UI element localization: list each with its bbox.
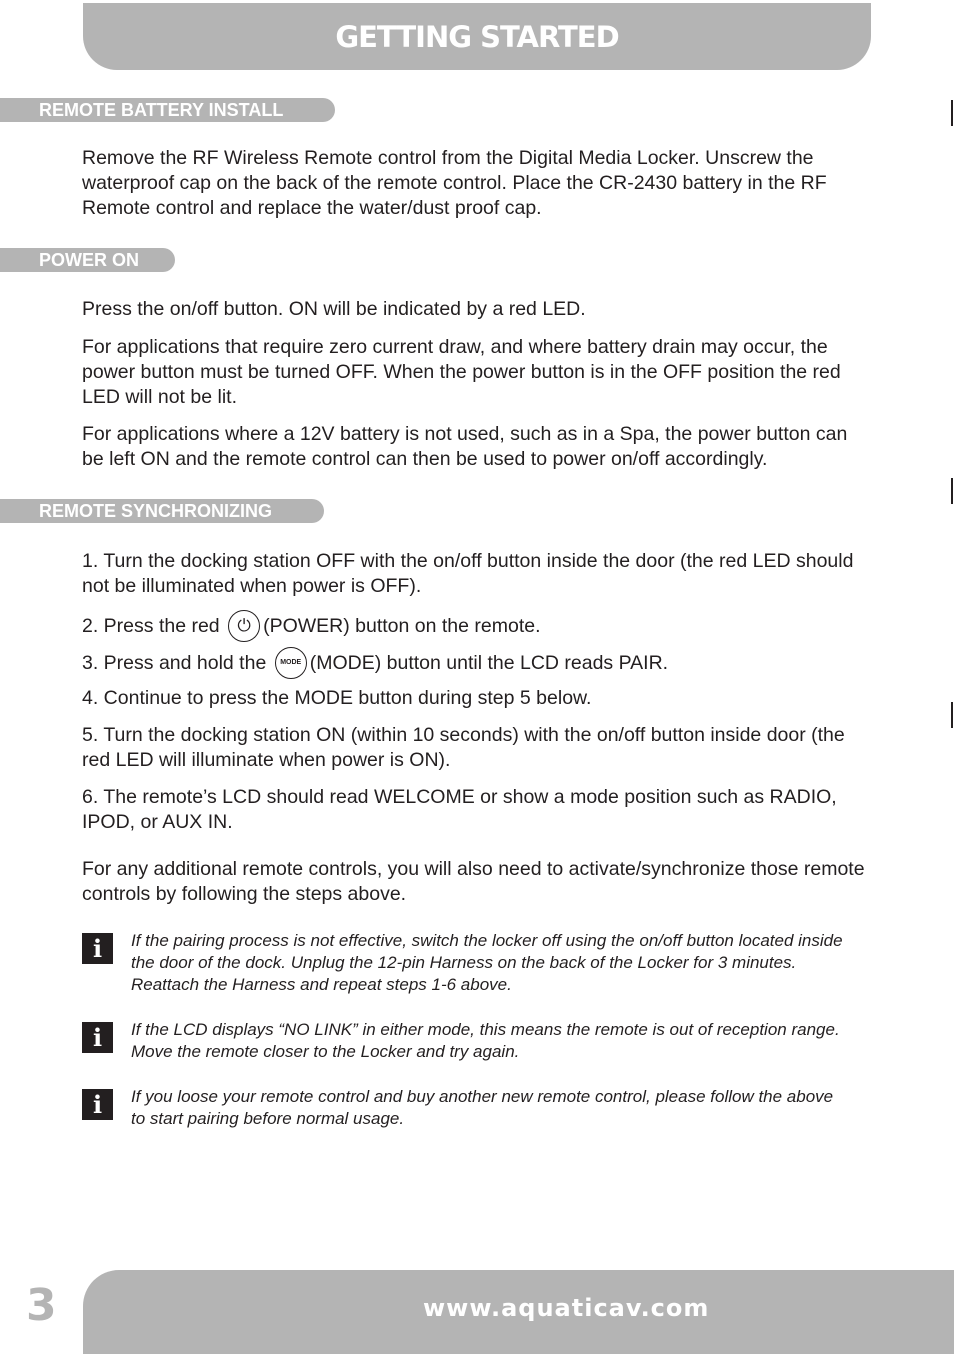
page-title: GETTING STARTED <box>335 19 619 54</box>
sync-step-2-suffix: (POWER) button on the remote. <box>263 615 541 638</box>
edge-tick-mark <box>951 478 953 504</box>
info-icon: i <box>82 1022 113 1053</box>
info-icon: i <box>82 1089 113 1120</box>
edge-tick-mark <box>951 100 953 126</box>
page-header <box>83 3 871 70</box>
sync-step-3 <box>82 647 872 681</box>
sync-step-3-text: 3. Press and hold the <box>82 652 272 675</box>
edge-tick-mark <box>951 702 953 728</box>
sync-step-1: 1. Turn the docking station OFF with the on/off button inside the door (the red LED should not be illuminated when power is OFF). <box>82 550 854 597</box>
section-label-battery: REMOTE BATTERY INSTALL <box>0 98 335 122</box>
info-icon: i <box>82 933 113 964</box>
section-label-sync: REMOTE SYNCHRONIZING <box>0 499 324 523</box>
power-on-paragraph-2: For applications that require zero current draw, and where battery drain may occur, the power button must be turned OFF. When the power button is in the OFF position the red LED will not be lit. <box>82 336 841 408</box>
battery-instructions: Remove the RF Wireless Remote control from the Digital Media Locker. Unscrew the waterproof cap on the back of the remote control. Place the CR-2430 battery in the RF Remote control and replace the water/dust proof cap. <box>82 147 827 219</box>
power-on-paragraph-1: Press the on/off button. ON will be indicated by a red LED. <box>82 298 586 320</box>
sync-additional-remotes: For any additional remote controls, you will also need to activate/synchronize those remote controls by following the steps above. <box>82 858 865 905</box>
note-no-link: If the LCD displays “NO LINK” in either mode, this means the remote is out of reception range. Move the remote closer to the Locker and try again. <box>131 1020 840 1061</box>
sync-step-5: 5. Turn the docking station ON (within 10 seconds) with the on/off button inside door (the red LED will illuminate when power is ON). <box>82 724 845 771</box>
page-footer <box>83 1270 954 1354</box>
sync-step-2-text: 2. Press the red <box>82 615 226 638</box>
note-lost-remote: If you loose your remote control and buy another new remote control, please follow the above to start pairing before normal usage. <box>131 1087 834 1128</box>
sync-step-3-suffix: (MODE) button until the LCD reads PAIR. <box>309 652 669 675</box>
note-pairing-not-effective: If the pairing process is not effective, switch the locker off using the on/off button located inside the door of the dock. Unplug the 12-pin Harness on the back of the Locker for 3 minutes. Reattach the Harness and repeat steps 1-6 above. <box>131 931 843 994</box>
website-url: www.aquaticav.com <box>423 1294 710 1322</box>
page-number: 3 <box>26 1280 57 1331</box>
power-button-icon: ⏻ <box>228 610 260 642</box>
power-on-paragraph-3: For applications where a 12V battery is not used, such as in a Spa, the power button can be left ON and the remote control can then be used to power on/off accordingly. <box>82 423 848 470</box>
sync-step-4: 4. Continue to press the MODE button during step 5 below. <box>82 687 592 709</box>
sync-step-6: 6. The remote’s LCD should read WELCOME or show a mode position such as RADIO, IPOD, or AUX IN. <box>82 786 837 833</box>
sync-step-2 <box>82 610 872 644</box>
mode-button-icon: MODE <box>275 647 307 679</box>
section-label-power-on: POWER ON <box>0 248 175 272</box>
